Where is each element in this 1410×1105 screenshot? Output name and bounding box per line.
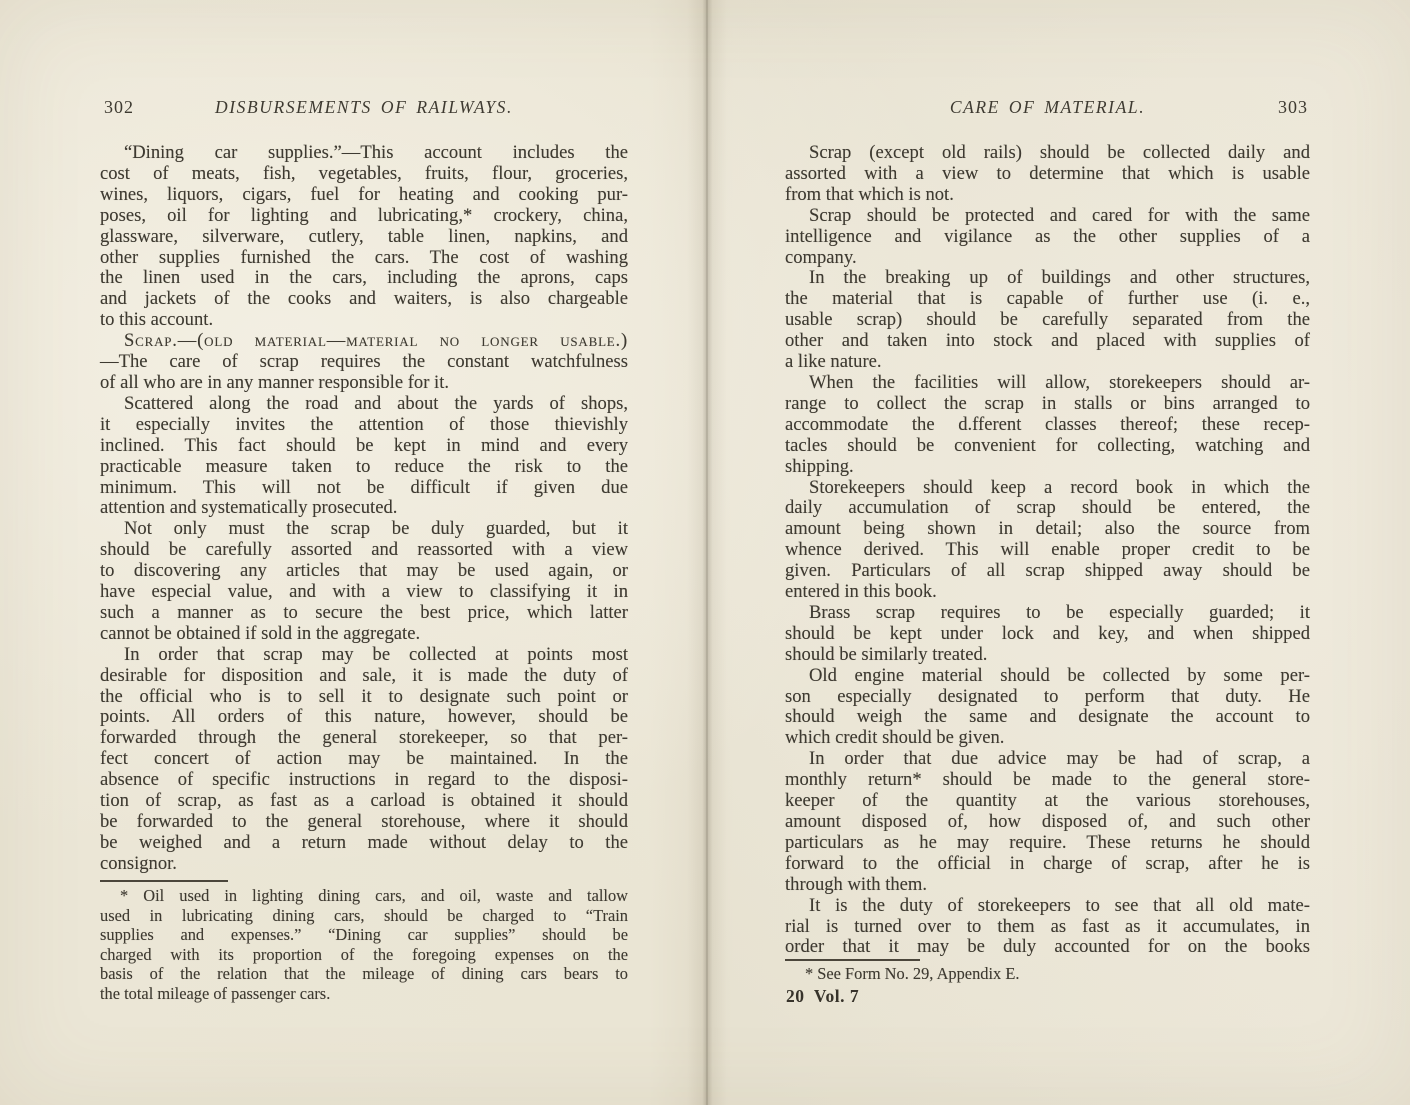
- text-line: * See Form No. 29, Appendix E.: [805, 964, 1020, 983]
- footnote-right: [785, 964, 1310, 984]
- text-line: amount disposed of, how disposed of, and such other: [785, 811, 1310, 832]
- text-line: assorted with a view to determine that which is usable: [785, 162, 1310, 184]
- paragraph: [785, 143, 1310, 206]
- text-line: forward to the official in charge of scrap, after he is: [785, 852, 1310, 874]
- text-line: —The care of scrap requires the constant watchfulness: [100, 351, 628, 373]
- text-line: tion of scrap, as fast as a carload is obtained it should: [100, 790, 628, 812]
- text-line: fect concert of action may be maintained. In the: [100, 748, 628, 770]
- text-line: Old engine material should be collected by some per-: [809, 664, 1310, 686]
- paragraph: [785, 603, 1310, 666]
- text-line: points. All orders of this nature, however, should be: [100, 706, 628, 728]
- text-line: the linen used in the cars, including the aprons, caps: [100, 267, 628, 289]
- text-line: tacles should be convenient for collecting, watching and: [785, 434, 1310, 456]
- text-line: charged with its proportion of the foregoing expenses on the: [100, 944, 628, 964]
- text-line: poses, oil for lighting and lubricating,* crockery, china,: [100, 204, 628, 226]
- text-line: to discovering any articles that may be used again, or: [100, 560, 628, 582]
- text-line: should be kept under lock and key, and when shipped: [785, 622, 1310, 644]
- text-line: other supplies furnished the cars. The cost of washing: [100, 246, 628, 268]
- text-line: be forwarded to the general storehouse, where it should: [100, 811, 628, 832]
- text-line: daily accumulation of scrap should be entered, the: [785, 497, 1310, 519]
- text-line: Scrap (except old rails) should be collected daily and: [809, 142, 1310, 163]
- text-line: given. Particulars of all scrap shipped away should be: [785, 560, 1310, 582]
- text-line: range to collect the scrap in stalls or bins arranged to: [785, 392, 1310, 414]
- text-line: amount being shown in detail; also the source from: [785, 518, 1310, 540]
- text-line: * Oil used in lighting dining cars, and oil, waste and tallow: [120, 886, 628, 905]
- text-line: should be carefully assorted and reassorted with a view: [100, 539, 628, 561]
- text-line: supplies and expenses.” “Dining car supplies” should be: [100, 925, 628, 945]
- text-line: absence of specific instructions in regard to the disposi-: [100, 769, 628, 791]
- text-line: whence derived. This will enable proper credit to be: [785, 539, 1310, 561]
- paragraph: [100, 519, 628, 644]
- paragraph: [785, 666, 1310, 750]
- text-line: company.: [785, 246, 857, 268]
- text-line: Scrap should be protected and cared for with the same: [809, 204, 1310, 226]
- text-line: such a manner as to secure the best price, which latter: [100, 601, 628, 623]
- text-line: it especially invites the attention of those thievishly: [100, 413, 628, 435]
- text-line: Not only must the scrap be duly guarded, but it: [124, 518, 628, 540]
- paragraph: [785, 478, 1310, 603]
- text-line: the official who is to sell it to designate such point or: [100, 685, 628, 707]
- text-line: monthly return* should be made to the general store-: [785, 769, 1310, 791]
- text-line: basis of the relation that the mileage of dining cars bears to: [100, 964, 628, 984]
- text-line: accommodate the d.fferent classes thereof; these recep-: [785, 413, 1310, 435]
- text-line: consignor.: [100, 852, 177, 874]
- paragraph: [100, 331, 628, 394]
- page-number-left: 302: [104, 97, 134, 117]
- text-line: through with them.: [785, 873, 928, 895]
- text-line: order that it may be duly accounted for on the books: [785, 936, 1310, 958]
- page-number-right: 303: [1278, 97, 1308, 117]
- running-title-left: DISBURSEMENTS OF RAILWAYS.: [214, 97, 513, 117]
- text-line: and jackets of the cooks and waiters, is also chargeable: [100, 288, 628, 310]
- text-line: forwarded through the general storekeeper, so that per-: [100, 727, 628, 749]
- paragraph: [785, 206, 1310, 269]
- page-header-left: [100, 97, 628, 123]
- page-gutter-shadow: [687, 0, 727, 1105]
- footnote-left: [100, 886, 628, 1004]
- text-line: keeper of the quantity at the various storehouses,: [785, 790, 1310, 812]
- text-line: a like nature.: [785, 351, 882, 373]
- text-line: Scattered along the road and about the yards of shops,: [124, 392, 628, 414]
- text-line: minimum. This will not be difficult if given due: [100, 476, 628, 498]
- text-line: attention and systematically prosecuted.: [100, 497, 398, 519]
- text-line: Brass scrap requires to be especially guarded; it: [809, 601, 1310, 623]
- page-body-right: [785, 143, 1310, 958]
- text-line: desirable for disposition and sale, it is made the duty of: [100, 664, 628, 686]
- footnote-rule-right: [785, 959, 920, 961]
- text-line: rial is turned over to them as fast as it accumulates, in: [785, 915, 1310, 937]
- paragraph: [785, 373, 1310, 478]
- footnote-rule-left: [100, 880, 228, 882]
- text-line: cannot be obtained if sold in the aggregate.: [100, 622, 421, 644]
- text-line: glassware, silverware, cutlery, table linen, napkins, and: [100, 225, 628, 247]
- text-line: Storekeepers should keep a record book in which the: [809, 476, 1310, 498]
- text-line: It is the duty of storekeepers to see that all old mate-: [809, 894, 1310, 916]
- text-line: When the facilities will allow, storekeepers should ar-: [809, 371, 1310, 393]
- paragraph: [100, 645, 628, 875]
- text-line: inclined. This fact should be kept in mind and every: [100, 434, 628, 456]
- text-line: In the breaking up of buildings and other structures,: [809, 267, 1310, 289]
- printer-signature-line: 20 Vol. 7: [786, 986, 860, 1006]
- text-line: of all who are in any manner responsible for it.: [100, 371, 450, 393]
- text-line: son especially designated to perform that duty. He: [785, 685, 1310, 707]
- text-line: entered in this book.: [785, 581, 937, 603]
- text-line: to this account.: [100, 309, 214, 331]
- text-line: wines, liquors, cigars, fuel for heating and cooking pur-: [100, 183, 628, 205]
- text-line: shipping.: [785, 455, 854, 477]
- page-body-left: [100, 143, 628, 875]
- paragraph: [100, 394, 628, 519]
- running-title-right: CARE OF MATERIAL.: [949, 97, 1146, 117]
- text-line: the material that is capable of further use (i. e.,: [785, 288, 1310, 310]
- text-line: should be similarly treated.: [785, 643, 988, 665]
- paragraph: [785, 749, 1310, 895]
- text-line: cost of meats, fish, vegetables, fruits, flour, groceries,: [100, 162, 628, 184]
- text-line: “Dining car supplies.”—This account includes the: [124, 142, 628, 163]
- text-line: usable scrap) should be carefully separated from the: [785, 309, 1310, 331]
- paragraph: [785, 268, 1310, 373]
- text-line: used in lubricating dining cars, should be charged to “Train: [100, 905, 628, 925]
- page-header-right: [785, 97, 1310, 123]
- text-line: In order that due advice may be had of scrap, a: [809, 748, 1310, 770]
- text-line: Scrap.—(old material—material no longer usable.): [124, 330, 628, 352]
- text-line: from that which is not.: [785, 183, 954, 205]
- text-line: particulars as he may require. These returns he should: [785, 831, 1310, 853]
- text-line: practicable measure taken to reduce the risk to the: [100, 455, 628, 477]
- text-line: have especial value, and with a view to classifying it in: [100, 581, 628, 603]
- text-line: intelligence and vigilance as the other supplies of a: [785, 225, 1310, 247]
- paragraph: [100, 143, 628, 331]
- text-line: the total mileage of passenger cars.: [100, 983, 331, 1003]
- text-line: In order that scrap may be collected at points most: [124, 643, 628, 665]
- text-line: should weigh the same and designate the account to: [785, 706, 1310, 728]
- text-line: other and taken into stock and placed with supplies of: [785, 330, 1310, 352]
- paragraph: [785, 896, 1310, 959]
- text-line: which credit should be given.: [785, 727, 1005, 749]
- text-line: be weighed and a return made without delay to the: [100, 831, 628, 853]
